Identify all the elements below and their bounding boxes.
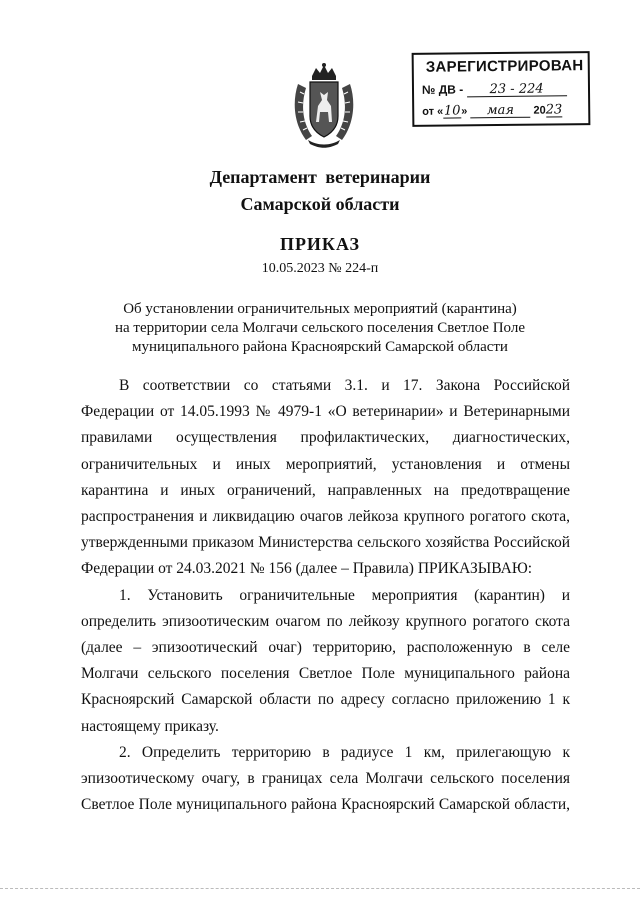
document-subject: [0, 300, 640, 357]
body-paragraph-2: 1. Установить ограничительные мероприятия (карантин) и определить эпизоотическим очагом по лейкозу крупного рогатого скота (далее – эпизоотический очаг) территорию, расположенную в селе Молгачи сельского поселения Светлое Поле муниципального района Красноярский Самарской области по адресу согласно приложению 1 к настоящему приказу.: [81, 586, 570, 735]
stamp-number-value: 23 - 224: [467, 82, 567, 97]
stamp-day: 10: [443, 103, 461, 119]
subject-line3: муниципального района Красноярский Самарской области: [132, 339, 508, 355]
stamp-date-row: [422, 103, 562, 118]
stamp-title: ЗАРЕГИСТРИРОВАН: [425, 57, 584, 76]
department-name-line2: Самарской области: [240, 194, 400, 214]
stamp-year-suffix: 23: [545, 102, 563, 118]
subject-line2: на территории села Молгачи сельского поселения Светлое Поле: [115, 320, 525, 336]
department-name-line1: Департамент ветеринарии: [209, 167, 431, 187]
document-body: [81, 373, 570, 818]
document-type-title: ПРИКАЗ: [279, 234, 361, 254]
stamp-date-mid: »: [461, 105, 468, 118]
body-paragraph-1: В соответствии со статьями 3.1. и 17. Закона Российской Федерации от 14.05.1993 № 4979-1 «О ветеринарии» и Ветеринарными правилами осуществления профилактических, диагностических, ограничительных и иных мероприятий, установления и отмены карантина и иных ограничений, направленных на предотвращение распространения и ликвидацию очагов лейкоза крупного рогатого скота, утвержденными приказом Министерства сельского хозяйства Российской Федерации от 24.03.2021 № 156 (далее – Правила) ПРИКАЗЫВАЮ:: [81, 377, 570, 578]
stamp-month: мая: [470, 104, 530, 119]
stamp-year-prefix: 20: [533, 104, 546, 117]
body-paragraph-3: 2. Определить территорию в радиусе 1 км, прилегающую к эпизоотическому очагу, в границах села Молгачи сельского поселения Светлое Поле муниципального района Красноярский Самарской области,: [81, 743, 570, 814]
scan-edge-line: [0, 888, 640, 890]
coat-of-arms-emblem: [290, 62, 358, 148]
subject-line1: Об установлении ограничительных мероприятий (карантина): [123, 301, 517, 317]
stamp-number-row: [422, 81, 567, 98]
registration-stamp: [412, 51, 591, 127]
stamp-number-prefix: № ДВ -: [421, 82, 464, 97]
document-date-number: 10.05.2023 № 224-п: [261, 261, 379, 276]
stamp-date-prefix: от «: [422, 105, 444, 118]
